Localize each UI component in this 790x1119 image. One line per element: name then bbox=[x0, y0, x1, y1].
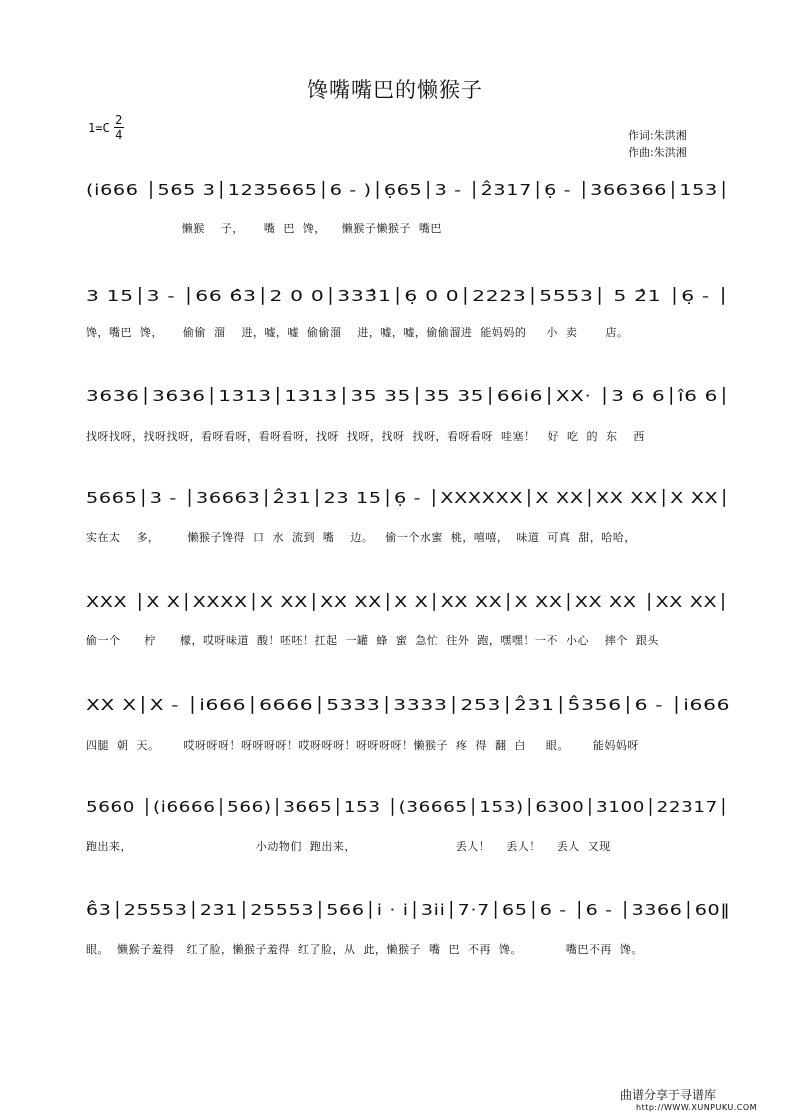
time-numerator: 2 bbox=[115, 113, 123, 127]
notation-line-3 bbox=[86, 384, 730, 414]
time-signature bbox=[114, 114, 124, 141]
lyrics-line-2: 馋，嘴巴 馋， 偷偷 溜 进，嘘，嘘 偷偷溜 进，嘘，嘘，偷偷溜进 能妈妈的 小 卖 店。 bbox=[86, 326, 629, 339]
credits bbox=[628, 127, 687, 161]
notation-line-1 bbox=[86, 178, 730, 208]
lyrics-line-8: 眼。 懒猴子羞得 红了脸，懒猴子羞得 红了脸，从 此，懒猴子 嘴 巴 不再 馋。 嘴巴不再 馋。 bbox=[86, 943, 643, 956]
key-label: 1=C bbox=[88, 120, 110, 135]
watermark-title: 曲谱分享于寻谱库 bbox=[620, 1088, 717, 1102]
notes: 3 15│3 - │66 6̂3│2 0 0│333̂1│6̣ 0 0│2223│5553│ 5 2̂1 │6̣ - │ bbox=[86, 287, 730, 305]
lyrics-line-6: 四腿 朝 天。 哎呀呀呀！呀呀呀呀！哎呀呀呀！呀呀呀呀！懒猴子 疼 得 翻 白 眼。 能妈妈呀 bbox=[86, 739, 639, 752]
lyrics-line-1: 懒猴 子， 嘴 巴 馋， 懒猴子懒猴子 嘴巴 bbox=[86, 222, 442, 235]
key-signature bbox=[88, 114, 124, 141]
notation-line-6 bbox=[86, 693, 730, 723]
notation-line-8 bbox=[86, 898, 730, 928]
notes: XX X│X - │i666│6666│5333│3333│253│2̂31│5̂356│6 - │i666 bbox=[86, 696, 731, 714]
watermark-url: http://WWW.XUNPUKU.COM bbox=[636, 1103, 758, 1112]
notes: 5665│3 - │36663│2̂31│23 15│6̣ - │XXXXXX│X XX│XX XX│X XX│ bbox=[86, 489, 731, 507]
notes: 6̂3│25553│231│25553│566│i · i│3ii│7·7│65│6 - │6 - │3366│60‖ bbox=[86, 901, 731, 919]
lyrics-line-4: 实在太 多， 懒猴子馋得 口 水 流到 嘴 边。 偷一个水蜜 桃，嘻嘻， 味道 可真 甜，哈哈， bbox=[86, 531, 636, 544]
notation-line-7 bbox=[86, 795, 730, 825]
lyrics-line-5: 偷一个 柠 檬，哎呀味道 酸！呸呸！扛起 一罐 蜂 蜜 急忙 往外 跑，嘿嘿！一不 小心 摔个 跟头 bbox=[86, 634, 659, 647]
time-denominator: 4 bbox=[115, 128, 123, 142]
lyricist: 作词:朱洪湘 bbox=[628, 129, 687, 142]
notation-line-4 bbox=[86, 486, 730, 516]
page-title: 馋嘴嘴巴的懒猴子 bbox=[307, 78, 483, 102]
notes: (i666 │565 3│1235665│6 - )│6̣65│3 - │2̂317│6̣ - │366366│153│ bbox=[86, 181, 730, 199]
notes: 3636│3636│1313│1313│35 35│35 35│66i6│XX· │3 6 6│î6 6│ bbox=[86, 387, 731, 405]
notation-line-5 bbox=[86, 590, 730, 620]
notation-line-2 bbox=[86, 284, 730, 314]
notes: 5660 │(i6666│566)│3665│153 │(36665│153)│6300│3100│22317│ bbox=[86, 798, 730, 816]
lyrics-line-3: 找呀找呀，找呀找呀，看呀看呀，看呀看呀，找呀 找呀，找呀 找呀，看呀看呀 哇塞！ 好 吃 的 东 西 bbox=[86, 430, 645, 443]
lyrics-line-7: 跑出来， 小动物们 跑出来， 丢人！ 丢人！ 丢人 又现 bbox=[86, 840, 611, 853]
composer: 作曲:朱洪湘 bbox=[628, 146, 687, 159]
notes: XXX │X X│XXXX│X XX│XX XX│X X│XX XX│X XX│XX XX │XX XX│ bbox=[86, 593, 730, 611]
